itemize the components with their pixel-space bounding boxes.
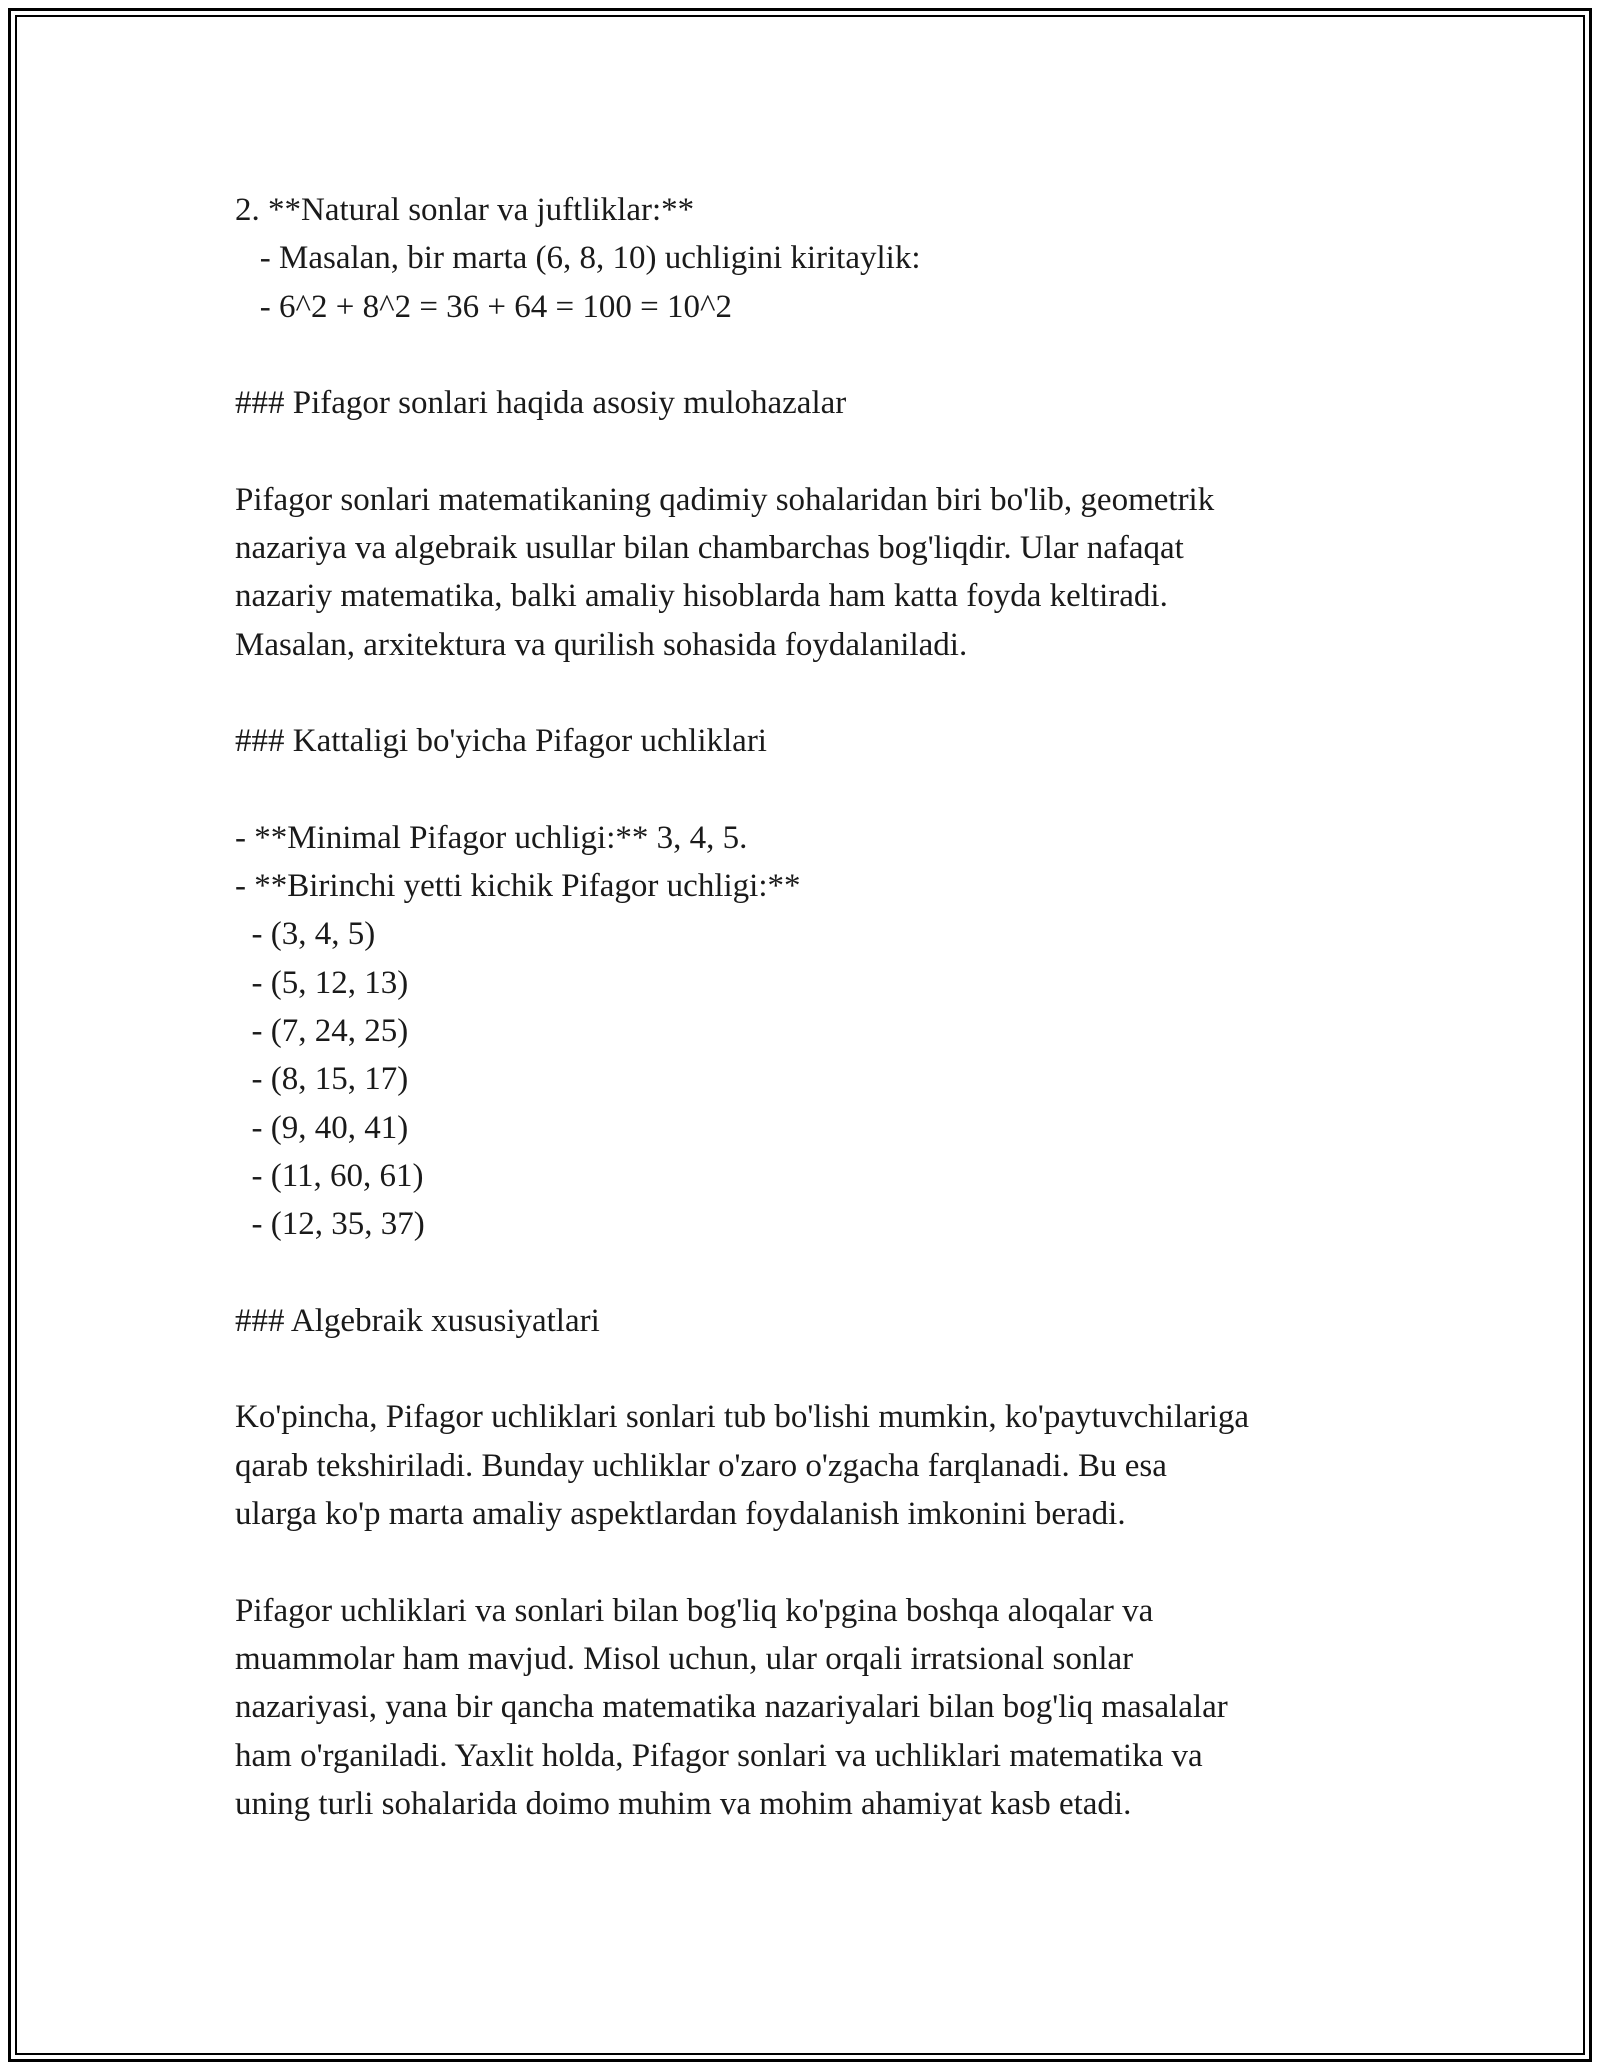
paragraph-line: qarab tekshiriladi. Bunday uchliklar o'zaro o'zgacha farqlanadi. Bu esa: [235, 1447, 1167, 1484]
section-heading-algebraik: ### Algebraik xususiyatlari: [235, 1302, 600, 1339]
paragraph-line: ularga ko'p marta amaliy aspektlardan foydalanish imkonini beradi.: [235, 1496, 1126, 1533]
paragraph-algebraik-1: [235, 1393, 1385, 1538]
paragraph-line: nazariya va algebraik usullar bilan chambarchas bog'liqdir. Ular nafaqat: [235, 530, 1184, 567]
triple-item: - (3, 4, 5): [235, 916, 376, 953]
paragraph-line: Masalan, arxitektura va qurilish sohasida foydalaniladi.: [235, 626, 968, 663]
paragraph-line: Pifagor sonlari matematikaning qadimiy sohalaridan biri bo'lib, geometrik: [235, 481, 1215, 518]
triple-item: - (5, 12, 13): [235, 964, 409, 1001]
section-heading-natural: 2. **Natural sonlar va juftliklar:**: [235, 192, 695, 228]
list-item-minimal: - **Minimal Pifagor uchligi:** 3, 4, 5.: [235, 819, 748, 856]
triple-item: - (7, 24, 25): [235, 1013, 409, 1050]
paragraph-line: uning turli sohalarida doimo muhim va mohim ahamiyat kasb etadi.: [235, 1785, 1132, 1822]
paragraph-line: muammolar ham mavjud. Misol uchun, ular orqali irratsional sonlar: [235, 1640, 1134, 1677]
triple-item: - (9, 40, 41): [235, 1109, 409, 1146]
paragraph-line: Pifagor uchliklari va sonlari bilan bog'liq ko'pgina boshqa aloqalar va: [235, 1592, 1154, 1629]
spacer: [235, 1538, 1385, 1586]
section-heading-mulohazalar: ### Pifagor sonlari haqida asosiy mulohazalar: [235, 385, 847, 422]
spacer: [235, 669, 1385, 717]
document-body: [235, 186, 1385, 1828]
paragraph-line: nazariy matematika, balki amaliy hisoblarda ham katta foyda keltiradi.: [235, 578, 1168, 615]
spacer: [235, 331, 1385, 379]
spacer: [235, 1345, 1385, 1393]
paragraph-mulohazalar: [235, 476, 1385, 669]
section-heading-kattaligi: ### Kattaligi bo'yicha Pifagor uchliklari: [235, 723, 767, 760]
paragraph-line: Ko'pincha, Pifagor uchliklari sonlari tub bo'lishi mumkin, ko'paytuvchilariga: [235, 1399, 1250, 1436]
spacer: [235, 766, 1385, 814]
triple-item: - (8, 15, 17): [235, 1061, 409, 1098]
paragraph-line: nazariyasi, yana bir qancha matematika nazariyalari bilan bog'liq masalalar: [235, 1689, 1228, 1726]
list-item: - 6^2 + 8^2 = 36 + 64 = 100 = 10^2: [235, 288, 732, 325]
list-item-first-seven: - **Birinchi yetti kichik Pifagor uchligi:**: [235, 868, 801, 905]
list-item: - Masalan, bir marta (6, 8, 10) uchligini kiritaylik:: [235, 240, 921, 277]
spacer: [235, 1249, 1385, 1297]
triple-item: - (12, 35, 37): [235, 1206, 425, 1243]
paragraph-algebraik-2: [235, 1587, 1385, 1828]
paragraph-line: ham o'rganiladi. Yaxlit holda, Pifagor sonlari va uchliklari matematika va: [235, 1737, 1203, 1774]
spacer: [235, 427, 1385, 475]
triple-item: - (11, 60, 61): [235, 1157, 424, 1194]
